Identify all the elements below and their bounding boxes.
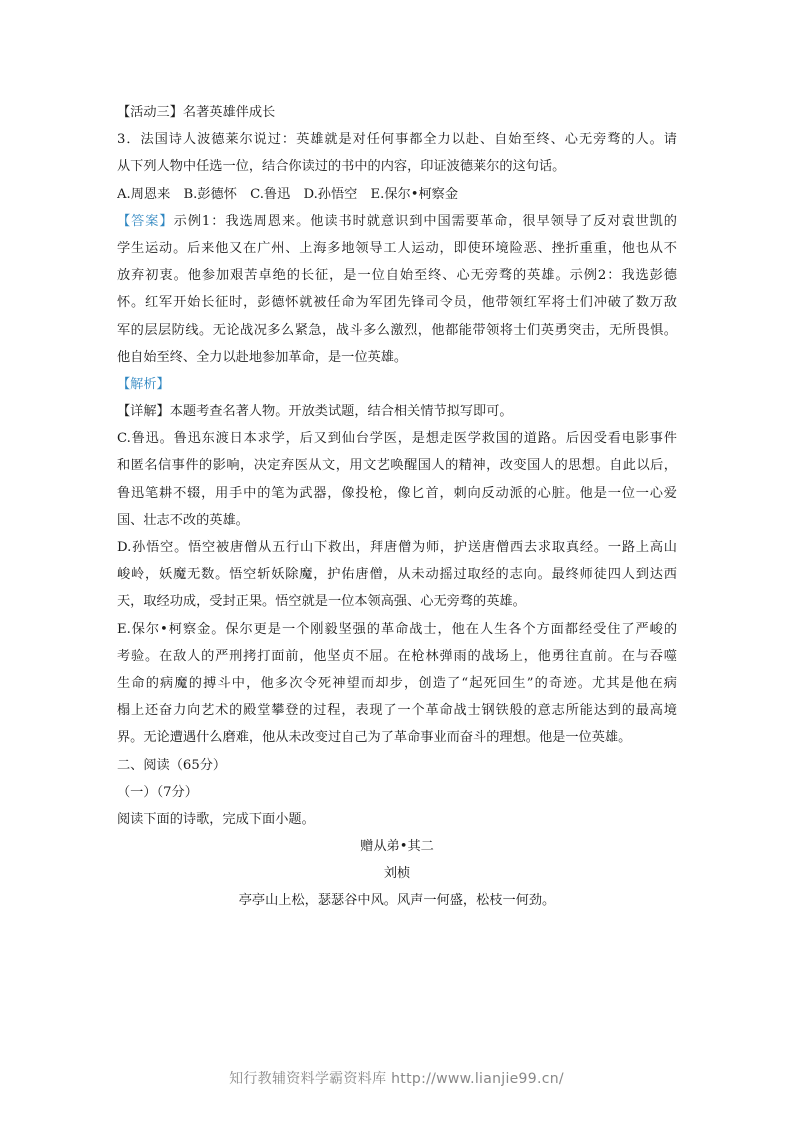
paragraph-line: 界。无论遭遇什么磨难，他从未改变过自己为了革命事业而奋斗的理想。他是一位英雄。 bbox=[117, 730, 632, 746]
paragraph-line: 生命的病魔的搏斗中，他多次令死神望而却步，创造了“起死回生”的奇迹。尤其是他在病 bbox=[117, 675, 677, 691]
paragraph-line: 和匿名信事件的影响，决定弃医从文，用文艺唤醒国人的精神，改变国人的思想。自此以后， bbox=[117, 458, 677, 474]
paragraph-line: 鲁迅笔耕不辍，用手中的笔为武器，像投枪，像匕首，刺向反动派的心脏。他是一位一心爱 bbox=[117, 485, 677, 501]
question-line: 3．法国诗人波德莱尔说过：英雄就是对任何事都全力以赴、自始至终、心无旁骛的人。请 bbox=[117, 132, 677, 148]
answer-line: 他自始至终、全力以赴地参加革命，是一位英雄。 bbox=[117, 349, 408, 365]
paragraph-line: 天，取经功成，受封正果。悟空就是一位本领高强、心无旁骛的英雄。 bbox=[117, 594, 526, 610]
answer-line: 放弃初衷。他参加艰苦卓绝的长征，是一位自始至终、心无旁骛的英雄。示例2：我选彭德 bbox=[117, 268, 677, 284]
subsection-heading: （一）（7分） bbox=[117, 784, 198, 800]
answer-line: 怀。红军开始长征时，彭德怀就被任命为军团先锋司令员，他带领红军将士们冲破了数万敌 bbox=[117, 295, 677, 311]
paragraph-line: D.孙悟空。悟空被唐僧从五行山下救出，拜唐僧为师，护送唐僧西去求取真经。一路上高山 bbox=[117, 540, 677, 555]
paragraph-line: E.保尔•柯察金。保尔更是一个刚毅坚强的革命战士，他在人生各个方面都经受住了严峻的 bbox=[117, 621, 677, 637]
poem-line: 亭亭山上松，瑟瑟谷中风。风声一何盛，松枝一何劲。 bbox=[238, 893, 556, 909]
paragraph-line: 考验。在敌人的严刑拷打面前，他坚贞不屈。在枪林弹雨的战场上，他勇往直前。在与吞噬 bbox=[117, 648, 677, 664]
answer-block bbox=[117, 208, 677, 371]
answer-first-line bbox=[117, 208, 677, 235]
detail-line: 【详解】本题考查名著人物。开放类试题，结合相关情节拟写即可。 bbox=[117, 404, 513, 420]
poem-author: 刘桢 bbox=[383, 866, 411, 882]
answer-line: 军的层层防线。无论战况多么紧急，战斗多么激烈，他都能带领将士们英勇突击，无所畏惧。 bbox=[117, 322, 677, 338]
paragraph-d bbox=[117, 534, 677, 616]
answer-text: 示例1：我选周恩来。他读书时就意识到中国需要革命，很早领导了反对袁世凯的 bbox=[173, 213, 677, 229]
paragraph-e bbox=[117, 616, 677, 752]
poem-title: 赠从弟•其二 bbox=[360, 839, 434, 855]
document-body bbox=[117, 99, 677, 915]
activity-heading: 【活动三】名著英雄伴成长 bbox=[117, 105, 276, 120]
paragraph-line: 国、壮志不改的英雄。 bbox=[117, 512, 249, 528]
analysis-tag: 【解析】 bbox=[117, 376, 170, 392]
answer-line: 学生运动。后来他又在广州、上海多地领导工人运动，即使环境险恶、挫折重重，他也从不 bbox=[117, 240, 677, 256]
poem bbox=[117, 833, 677, 915]
section-heading: 二、阅读（65分） bbox=[117, 757, 227, 773]
question-block bbox=[117, 126, 677, 208]
paragraph-c bbox=[117, 425, 677, 534]
paragraph-line: 峻岭，妖魔无数。悟空斩妖除魔，护佑唐僧，从未动摇过取经的志向。最终师徒四人到达西 bbox=[117, 567, 677, 583]
question-line: 从下列人物中任选一位，结合你读过的书中的内容，印证波德莱尔的这句话。 bbox=[117, 159, 566, 175]
footer-watermark: 知行教辅资料学霸资料库 http://www.lianjie99.cn/ bbox=[229, 1071, 564, 1087]
paragraph-line: 榻上还奋力向艺术的殿堂攀登的过程，表现了一个革命战士钢铁般的意志所能达到的最高境 bbox=[117, 703, 677, 719]
question-options: A.周恩来 B.彭德怀 C.鲁迅 D.孙悟空 E.保尔•柯察金 bbox=[117, 186, 459, 202]
reading-instruction: 阅读下面的诗歌，完成下面小题。 bbox=[117, 811, 315, 827]
paragraph-line: C.鲁迅。鲁迅东渡日本求学，后又到仙台学医，是想走医学救国的道路。后因受看电影事件 bbox=[117, 431, 677, 447]
answer-tag: 【答案】 bbox=[117, 213, 174, 229]
